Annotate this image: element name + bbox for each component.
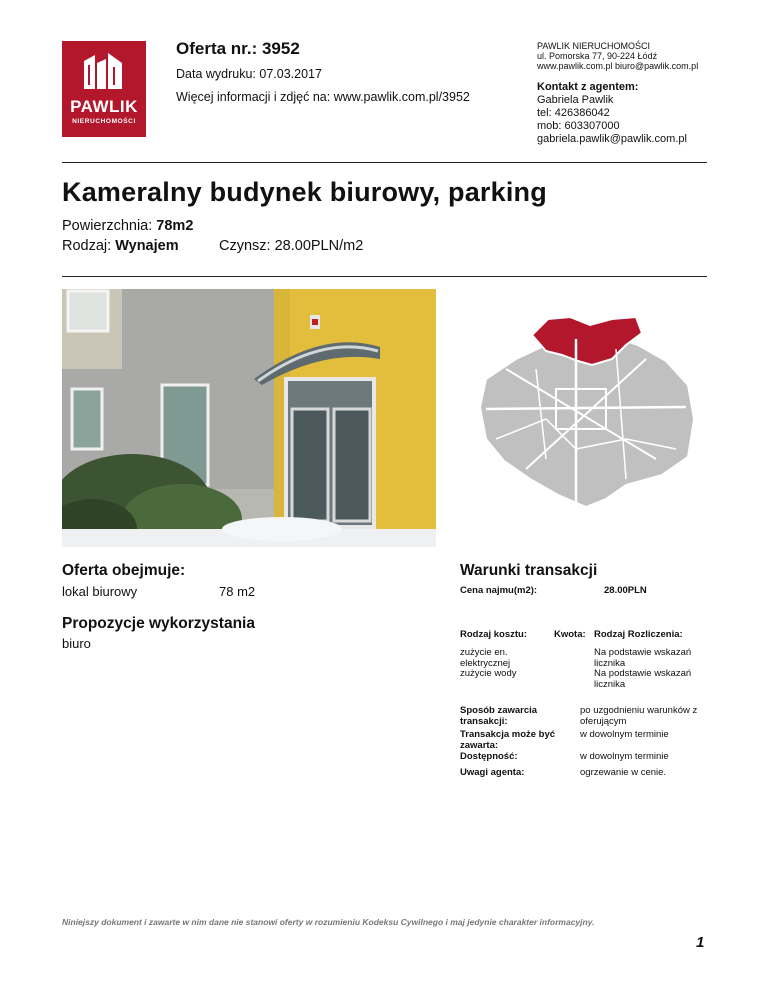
settlement-label: Rodzaj Rozliczenia: (594, 629, 683, 640)
settlement-item: Na podstawie wskazań (594, 647, 692, 658)
agent-contact (537, 81, 687, 146)
offer-includes-heading: Oferta obejmuje: (62, 562, 186, 579)
terms-heading: Warunki transakcji (460, 562, 598, 579)
listing-title: Kameralny budynek biurowy, parking (62, 177, 547, 207)
district-map (466, 289, 706, 547)
agent-name: Gabriela Pawlik (537, 94, 614, 106)
agency-web-email[interactable]: www.pawlik.com.pl biuro@pawlik.com.pl (537, 61, 699, 71)
method-value-line: oferującym (580, 715, 627, 727)
area-value: 78m2 (156, 218, 194, 234)
offer-item-name: lokal biurowy (62, 584, 138, 599)
rent-price-value: 28.00PLN (604, 585, 647, 596)
contact-heading: Kontakt z agentem: (537, 81, 639, 93)
agency-info (537, 41, 698, 71)
area-line (62, 218, 193, 234)
kind-line (62, 238, 179, 254)
when-label-line: Transakcja może być (460, 729, 556, 740)
offer-item-area: 78 m2 (219, 584, 256, 599)
method-value-line: po uzgodnieniu warunków z (580, 705, 698, 716)
agent-notes-label: Uwagi agenta: (460, 767, 525, 778)
agent-tel[interactable]: tel: 426386042 (537, 107, 610, 119)
settlement-item: Na podstawie wskazań (594, 668, 692, 679)
kind-value: Wynajem (115, 238, 179, 254)
rent-price-label: Cena najmu(m2): (460, 585, 538, 596)
property-photo (62, 289, 436, 547)
company-logo (62, 41, 146, 137)
disclaimer: Niniejszy dokument i zawarte w nim dane nie stanowi oferty w rozumieniu Kodeksu Cywilnego i maj jedynie charakter informacyjny. (62, 917, 595, 927)
settlement-list (594, 648, 691, 690)
cost-item: zużycie en. (460, 647, 508, 658)
rent-line: Czynsz: 28.00PLN/m2 (219, 238, 364, 254)
page-number: 1 (696, 934, 705, 951)
offer-number: Oferta nr.: 3952 (176, 39, 300, 58)
more-info-link[interactable]: Więcej informacji i zdjęć na: www.pawlik.com.pl/3952 (176, 90, 470, 104)
when-label (460, 730, 555, 751)
divider (62, 162, 707, 163)
availability-value: w dowolnym terminie (580, 751, 669, 762)
usage-value: biuro (62, 636, 91, 651)
amount-label: Kwota: (554, 629, 586, 640)
agency-address: ul. Pomorska 77, 90-224 Łódź (537, 51, 658, 61)
cost-item: zużycie wody (460, 668, 517, 679)
logo-brand: PAWLIK (70, 97, 138, 116)
method-label-line: transakcji: (460, 715, 508, 727)
divider (62, 276, 707, 277)
settlement-item: licznika (594, 678, 626, 690)
cost-type-label: Rodzaj kosztu: (460, 629, 528, 640)
kind-label: Rodzaj: (62, 238, 116, 254)
agent-email[interactable]: gabriela.pawlik@pawlik.com.pl (537, 133, 687, 145)
settlement-item: licznika (594, 657, 626, 669)
method-label-line: Sposób zawarcia (460, 705, 538, 716)
cost-item: elektrycznej (460, 657, 511, 669)
method-value (580, 706, 697, 727)
logo-subtitle: NIERUCHOMOŚCI (72, 118, 136, 125)
availability-label: Dostępność: (460, 751, 518, 762)
method-label (460, 706, 537, 727)
agent-mob[interactable]: mob: 603307000 (537, 120, 620, 132)
cost-list (460, 648, 517, 680)
area-label: Powierzchnia: (62, 218, 157, 234)
when-value: w dowolnym terminie (580, 729, 669, 740)
usage-heading: Propozycje wykorzystania (62, 615, 255, 632)
when-label-line: zawarta: (460, 739, 499, 751)
agent-notes-value: ogrzewanie w cenie. (580, 767, 667, 778)
agency-name: PAWLIK NIERUCHOMOŚCI (537, 41, 651, 51)
print-date: Data wydruku: 07.03.2017 (176, 67, 322, 81)
